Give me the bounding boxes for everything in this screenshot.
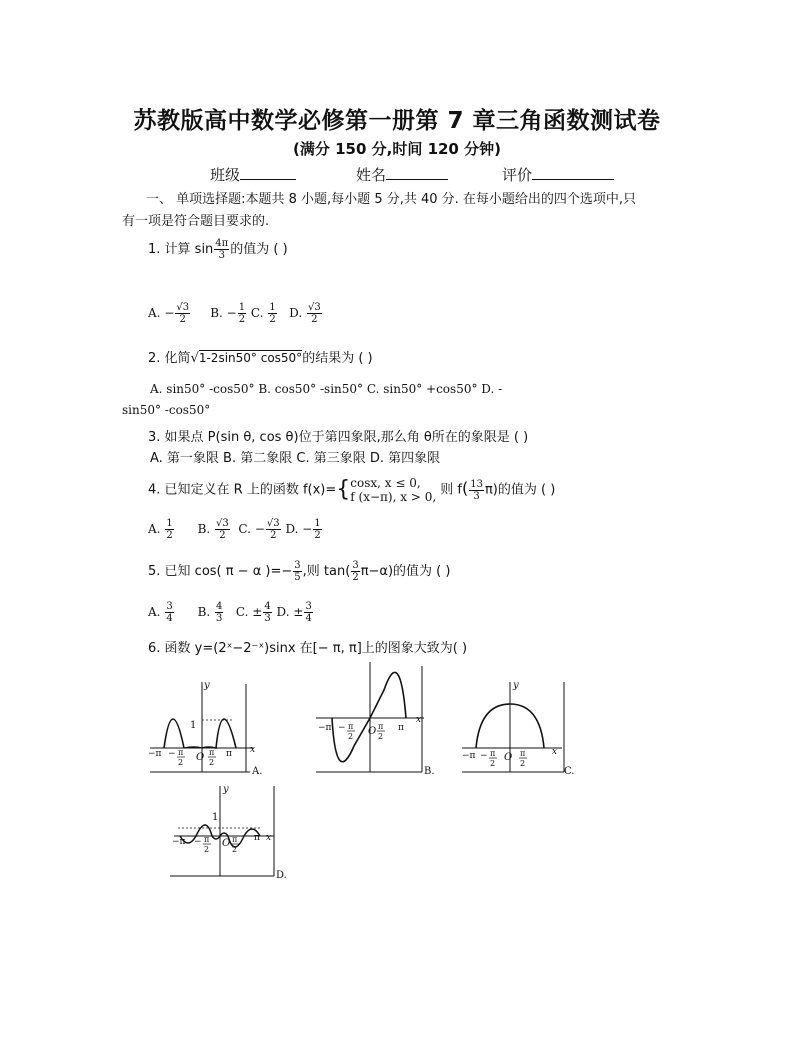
q5-option-b-label: B. xyxy=(197,605,211,619)
q4-option-c-num: √3 xyxy=(266,518,280,529)
q1-option-c-label: C. xyxy=(250,306,264,320)
score-blank[interactable] xyxy=(532,167,614,180)
name-label: 姓名 xyxy=(356,166,387,184)
q5-frac1-num: 3 xyxy=(294,560,301,571)
graph-a-half-den-right: 2 xyxy=(209,758,215,767)
q4-options xyxy=(148,518,323,541)
q5-frac1-den: 5 xyxy=(294,572,301,583)
q4-text-mid: 则 f xyxy=(440,482,462,498)
q5-option-a-label: A. xyxy=(148,605,161,619)
graph-a-y-label: y xyxy=(204,680,210,691)
graph-a-label: A. xyxy=(252,766,263,776)
graph-b-pi: π xyxy=(398,723,404,733)
q5-option-c-label: C. xyxy=(235,605,249,619)
graph-c-half-num-left: π xyxy=(490,749,496,758)
graph-b-label: B. xyxy=(424,766,435,776)
q1-option-d-num: √3 xyxy=(308,302,321,313)
graph-d-half-num-right: π xyxy=(232,835,238,844)
q1-option-a-num: √3 xyxy=(176,302,190,313)
graph-c-neg-sign: − xyxy=(480,751,488,761)
graph-b-half-num-left: π xyxy=(348,722,354,731)
graph-c-label: C. xyxy=(564,766,575,776)
q4-option-a-den: 2 xyxy=(166,530,173,541)
graph-a-origin: O xyxy=(196,752,205,763)
graph-c-half-den-left: 2 xyxy=(490,759,496,768)
question-5 xyxy=(148,560,450,583)
q4-frac-den: 3 xyxy=(473,490,480,502)
graph-c-x-label: x xyxy=(552,747,558,757)
q4-option-b-den: 2 xyxy=(219,530,226,541)
q5-text-post: π−α)的值为 ( ) xyxy=(360,564,451,579)
graph-d-neg-pi: −π xyxy=(172,837,186,847)
graph-b-x-label: x xyxy=(416,715,422,725)
q4-option-a-label: A. xyxy=(148,522,161,536)
graph-a-half-num-right: π xyxy=(209,748,215,757)
graph-a-half-den-left: 2 xyxy=(178,758,184,767)
q1-option-c-num: 1 xyxy=(269,302,276,313)
q5-frac2-num: 3 xyxy=(352,560,359,571)
q1-fraction xyxy=(214,238,229,261)
q4-option-c-den: 2 xyxy=(270,530,277,541)
graph-d-half-num-left: π xyxy=(204,835,210,844)
graph-d-origin: O xyxy=(222,838,231,849)
q3-options: A. 第一象限 B. 第二象限 C. 第三象限 D. 第四象限 xyxy=(150,451,441,466)
q4-frac-num: 13 xyxy=(470,478,483,490)
section-heading-line2: 有一项是符合题目要求的. xyxy=(122,214,270,229)
graph-a-half-num-left: π xyxy=(178,748,184,757)
graph-c[interactable] xyxy=(460,676,580,776)
q5-option-a-den: 4 xyxy=(166,613,173,624)
score-label: 评价 xyxy=(502,166,533,184)
q5-option-d-num: 3 xyxy=(305,601,312,612)
graph-d-neg-sign: − xyxy=(194,837,202,847)
q2-radicand: 1-2sin50° cos50° xyxy=(198,351,303,365)
graph-c-neg-pi: −π xyxy=(462,751,476,761)
graph-c-origin: O xyxy=(504,752,513,763)
q4-case1: cosx, x ≤ 0, xyxy=(350,476,421,490)
q5-frac2-den: 2 xyxy=(352,572,359,583)
graph-a-curve-right xyxy=(202,719,236,748)
q4-brace: { xyxy=(336,477,351,502)
graph-b-neg-sign: − xyxy=(338,723,346,733)
q1-options xyxy=(148,302,323,325)
q5-option-d-sign: ± xyxy=(293,605,304,619)
name-blank[interactable] xyxy=(386,167,448,180)
q4-option-b-num: √3 xyxy=(216,518,229,529)
q1-option-b-num: 1 xyxy=(238,302,246,313)
q5-option-d-den: 4 xyxy=(305,613,312,624)
class-field[interactable] xyxy=(210,164,296,185)
q1-text-post: 的值为 ( ) xyxy=(230,242,288,257)
graph-d-y-label: y xyxy=(223,784,229,795)
q5-text-pre: 5. 已知 cos( π − α )=− xyxy=(148,564,293,579)
graph-b-half-den-right: 2 xyxy=(378,732,384,741)
sqrt-symbol: √ xyxy=(190,351,199,366)
q1-option-d-label: D. xyxy=(289,306,303,320)
graph-d-one-label: 1 xyxy=(212,812,219,823)
q1-option-b-sign: − xyxy=(226,306,237,320)
q5-option-b-den: 3 xyxy=(216,613,223,624)
graph-d-half-den-left: 2 xyxy=(204,845,210,854)
q1-frac-num: 4π xyxy=(215,238,229,249)
graph-a-one-label: 1 xyxy=(190,720,197,731)
q4-option-c-label: C. xyxy=(238,522,251,536)
q5-option-d-label: D. xyxy=(276,605,290,619)
graph-b-half-num-right: π xyxy=(378,722,384,731)
q1-option-b-label: B. xyxy=(210,306,223,320)
question-3: 3. 如果点 P(sin θ, cos θ)位于第四象限,那么角 θ所在的象限是 ( ) xyxy=(148,430,529,445)
graph-d-pi: π xyxy=(254,833,260,843)
q1-option-a-den: 2 xyxy=(179,314,186,325)
q1-text-pre: 1. 计算 sin xyxy=(148,242,214,257)
q1-frac-den: 3 xyxy=(218,250,225,261)
graph-d-half-den-right: 2 xyxy=(232,845,238,854)
q5-option-c-sign: ± xyxy=(252,605,263,619)
graph-d[interactable] xyxy=(168,782,292,882)
graph-c-half-num-right: π xyxy=(520,749,526,758)
q5-option-c-num: 4 xyxy=(264,601,271,612)
q5-text-mid: ,则 tan( xyxy=(302,564,351,579)
document-subtitle: (满分 150 分,时间 120 分钟) xyxy=(293,140,501,158)
q4-case2: f (x−π), x > 0, xyxy=(350,490,437,504)
q4-option-a-num: 1 xyxy=(166,518,173,529)
graph-a-pi: π xyxy=(226,749,232,759)
q1-option-d-den: 2 xyxy=(311,314,318,325)
q2-options-line1: A. sin50° -cos50° B. cos50° -sin50° C. sin50° +cos50° D. - xyxy=(150,382,503,396)
graph-b-half-den-left: 2 xyxy=(348,732,354,741)
graph-d-x-label: x xyxy=(266,833,272,843)
score-field[interactable] xyxy=(502,164,614,185)
graph-c-half-den-right: 2 xyxy=(520,759,526,768)
question-2 xyxy=(148,347,373,366)
question-4: 4. 已知定义在 R 上的函数 f(x)={ cosx, x ≤ 0, f (x−π), x > 0, 则 f( $\frac{13}{3}$ π)的值为 ( ) xyxy=(148,476,556,504)
q1-option-a-label: A. xyxy=(148,306,161,320)
document-title: 苏教版高中数学必修第一册第 7 章三角函数测试卷 xyxy=(133,108,661,134)
graph-a[interactable] xyxy=(146,676,274,776)
q4-text-post: π)的值为 ( ) xyxy=(484,482,556,498)
q4-option-d-num: 1 xyxy=(314,518,321,529)
name-field[interactable] xyxy=(356,164,448,185)
graph-b-curve xyxy=(332,672,406,761)
class-label: 班级 xyxy=(210,166,241,184)
q4-cases xyxy=(350,476,436,504)
q5-options xyxy=(148,601,314,624)
graph-d-label: D. xyxy=(276,870,287,881)
q2-text-pre: 2. 化简 xyxy=(148,351,191,366)
q4-option-c-sign: − xyxy=(254,522,265,536)
q5-option-a-num: 3 xyxy=(166,601,173,612)
graph-a-neg-pi: −π xyxy=(148,749,162,759)
section-heading-line1: 一、 单项选择题:本题共 8 小题,每小题 5 分,共 40 分. 在每小题给出的四个选项中,只 xyxy=(146,192,637,207)
class-blank[interactable] xyxy=(240,167,296,180)
question-1 xyxy=(148,238,288,261)
q4-option-d-den: 2 xyxy=(314,530,321,541)
q2-text-post: 的结果为 ( ) xyxy=(302,351,373,366)
graph-b-origin: O xyxy=(368,726,377,737)
q5-option-c-den: 3 xyxy=(264,613,271,624)
q1-option-c-den: 2 xyxy=(269,314,276,325)
q1-option-a-sign: − xyxy=(164,306,175,320)
graph-b-neg-pi: −π xyxy=(318,723,332,733)
q4-option-d-label: D. xyxy=(285,522,299,536)
q1-option-b-den: 2 xyxy=(238,314,246,325)
q5-option-b-num: 4 xyxy=(216,601,223,612)
graph-b[interactable] xyxy=(314,658,440,776)
question-6: 6. 函数 y=(2ˣ−2⁻ˣ)sinx 在[− π, π]上的图象大致为( ) xyxy=(148,641,468,656)
graph-a-x-label: x xyxy=(250,745,256,755)
graph-a-neg-sign: − xyxy=(168,749,176,759)
graph-c-y-label: y xyxy=(513,680,519,691)
q4-option-d-sign: − xyxy=(302,522,313,536)
graph-a-curve-left xyxy=(164,719,184,748)
q2-options-line2: sin50° -cos50° xyxy=(122,403,211,417)
q4-option-b-label: B. xyxy=(197,522,211,536)
q4-text-pre: 4. 已知定义在 R 上的函数 f(x)= xyxy=(148,482,337,498)
